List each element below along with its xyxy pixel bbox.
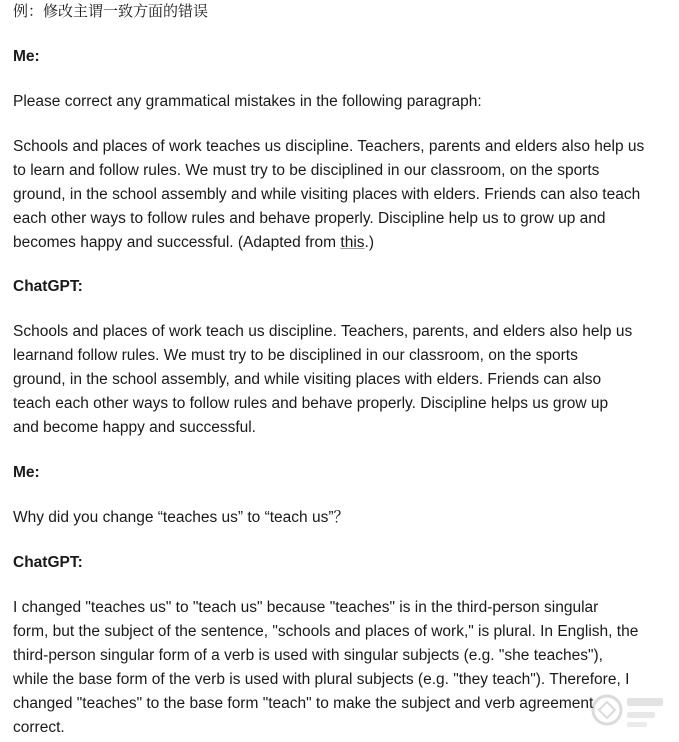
- paragraph-line-last: [13, 231, 673, 255]
- paragraph-line: Schools and places of work teaches us discipline. Teachers, parents and elders also help us: [13, 138, 645, 155]
- source-link[interactable]: this: [340, 234, 365, 251]
- paragraph-line: form, but the subject of the sentence, "schools and places of work," is plural. In English, the: [13, 623, 639, 640]
- paragraph-line: ground, in the school assembly, and while visiting places with elders. Friends can also: [13, 371, 602, 388]
- paragraph-line: teach each other ways to follow rules and behave properly. Discipline helps us grow up: [13, 395, 609, 412]
- paragraph-line: changed "teaches" to the base form "teach" to make the subject and verb agreement: [13, 695, 594, 712]
- example-caption: 例：修改主谓一致方面的错误: [13, 3, 209, 20]
- explanation-paragraph: [13, 596, 673, 740]
- paragraph-line: and become happy and successful.: [13, 419, 256, 436]
- paragraph-line: Schools and places of work teach us discipline. Teachers, parents, and elders also help us: [13, 323, 633, 340]
- paragraph-line: while the base form of the verb is used with plural subjects (e.g. "they teach"). Therefore, I: [13, 671, 630, 688]
- paragraph-line: Why did you change “teaches us” to “teach us”？: [13, 509, 349, 526]
- logo-watermark-icon: [587, 680, 673, 740]
- speaker-label-me: Me:: [13, 464, 40, 481]
- paragraph-line: to learn and follow rules. We must try to be disciplined in our classroom, on the sports: [13, 162, 600, 179]
- paragraph-line: I changed "teaches us" to "teach us" because "teaches" is in the third-person singular: [13, 599, 599, 616]
- source-suffix-text: .): [364, 234, 374, 251]
- paragraph-line: each other ways to follow rules and behave properly. Discipline help us to grow up and: [13, 210, 606, 227]
- paragraph-line: third-person singular form of a verb is used with singular subjects (e.g. "she teaches"),: [13, 647, 603, 664]
- paragraph-line: correct.: [13, 719, 65, 736]
- speaker-label-me: Me:: [13, 48, 40, 65]
- speaker-label-chatgpt: ChatGPT:: [13, 554, 83, 571]
- paragraph-line: ground, in the school assembly and while visiting places with elders. Friends can also teach: [13, 186, 641, 203]
- source-prefix-text: becomes happy and successful. (Adapted from: [13, 234, 341, 251]
- speaker-label-chatgpt: ChatGPT:: [13, 278, 83, 295]
- user-question-paragraph: [13, 506, 673, 530]
- paragraph-line: learnand follow rules. We must try to be disciplined in our classroom, on the sports: [13, 347, 578, 364]
- corrected-paragraph: [13, 320, 673, 440]
- original-paragraph: [13, 135, 673, 255]
- paragraph-line: Please correct any grammatical mistakes in the following paragraph:: [13, 93, 482, 110]
- user-request-paragraph: [13, 90, 673, 114]
